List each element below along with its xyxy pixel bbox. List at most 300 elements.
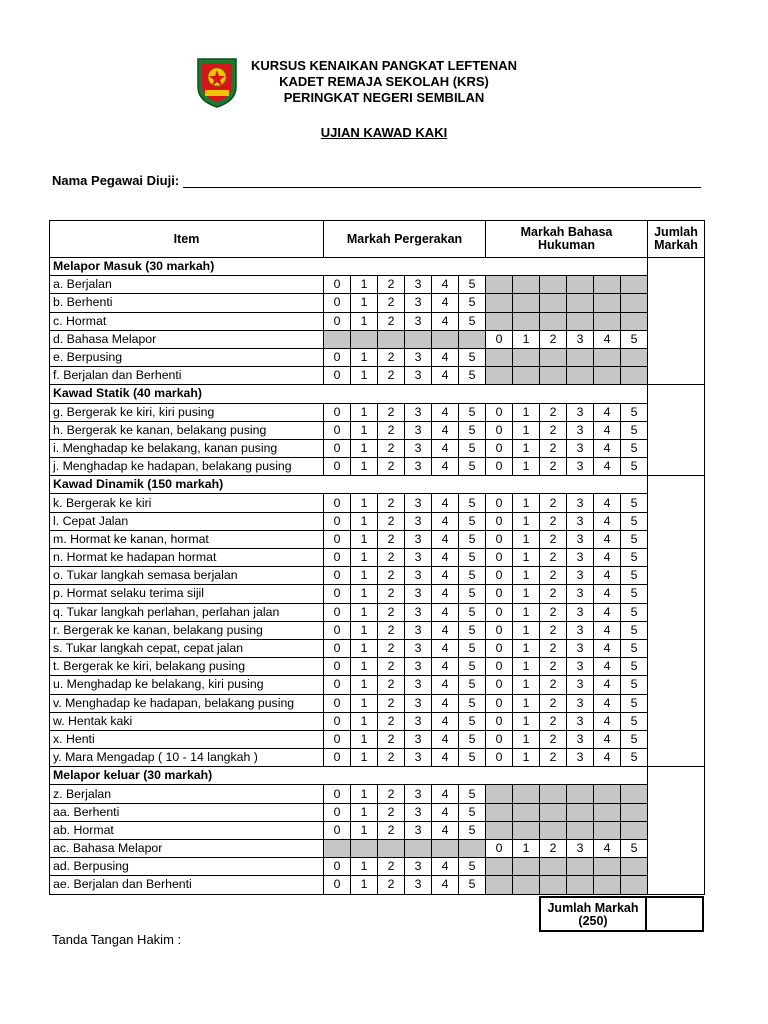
movement-score-option[interactable]: 1 [351,639,378,657]
command-score-option[interactable]: 3 [567,494,594,512]
command-score-option[interactable]: 2 [540,549,567,567]
movement-score-option[interactable]: 4 [432,530,459,548]
movement-score-option[interactable]: 5 [459,785,486,803]
command-score-option[interactable]: 4 [594,749,621,767]
movement-score-option[interactable]: 1 [351,821,378,839]
command-score-option[interactable]: 3 [567,439,594,457]
command-score-option[interactable]: 1 [513,512,540,530]
movement-score-option[interactable]: 3 [405,730,432,748]
command-score-option[interactable]: 5 [621,458,648,476]
movement-score-option[interactable]: 0 [324,658,351,676]
command-score-option[interactable]: 5 [621,421,648,439]
command-score-option[interactable]: 5 [621,603,648,621]
command-score-option[interactable]: 1 [513,330,540,348]
movement-score-option[interactable]: 5 [459,694,486,712]
command-score-option[interactable]: 4 [594,494,621,512]
command-score-option[interactable]: 2 [540,421,567,439]
command-score-option[interactable]: 3 [567,567,594,585]
movement-score-option[interactable]: 0 [324,403,351,421]
command-score-option[interactable]: 3 [567,840,594,858]
command-score-option[interactable]: 2 [540,494,567,512]
movement-score-option[interactable]: 5 [459,712,486,730]
section-total-cell[interactable] [648,258,705,385]
movement-score-option[interactable]: 3 [405,549,432,567]
movement-score-option[interactable]: 2 [378,403,405,421]
movement-score-option[interactable]: 0 [324,276,351,294]
command-score-option[interactable]: 1 [513,603,540,621]
movement-score-option[interactable]: 5 [459,348,486,366]
command-score-option[interactable]: 1 [513,712,540,730]
movement-score-option[interactable]: 1 [351,421,378,439]
movement-score-option[interactable]: 4 [432,403,459,421]
movement-score-option[interactable]: 1 [351,749,378,767]
command-score-option[interactable]: 2 [540,567,567,585]
command-score-option[interactable]: 1 [513,494,540,512]
movement-score-option[interactable]: 0 [324,730,351,748]
command-score-option[interactable]: 3 [567,585,594,603]
movement-score-option[interactable]: 3 [405,621,432,639]
movement-score-option[interactable]: 3 [405,694,432,712]
command-score-option[interactable]: 4 [594,512,621,530]
command-score-option[interactable]: 5 [621,567,648,585]
movement-score-option[interactable]: 0 [324,639,351,657]
command-score-option[interactable]: 0 [486,749,513,767]
movement-score-option[interactable]: 5 [459,439,486,457]
command-score-option[interactable]: 5 [621,403,648,421]
movement-score-option[interactable]: 4 [432,549,459,567]
movement-score-option[interactable]: 2 [378,348,405,366]
command-score-option[interactable]: 0 [486,658,513,676]
command-score-option[interactable]: 0 [486,421,513,439]
movement-score-option[interactable]: 3 [405,603,432,621]
movement-score-option[interactable]: 3 [405,821,432,839]
movement-score-option[interactable]: 4 [432,639,459,657]
movement-score-option[interactable]: 0 [324,421,351,439]
movement-score-option[interactable]: 0 [324,549,351,567]
movement-score-option[interactable]: 0 [324,530,351,548]
movement-score-option[interactable]: 0 [324,603,351,621]
movement-score-option[interactable]: 4 [432,603,459,621]
movement-score-option[interactable]: 1 [351,858,378,876]
movement-score-option[interactable]: 3 [405,658,432,676]
command-score-option[interactable]: 2 [540,403,567,421]
command-score-option[interactable]: 0 [486,403,513,421]
movement-score-option[interactable]: 1 [351,567,378,585]
command-score-option[interactable]: 4 [594,621,621,639]
movement-score-option[interactable]: 2 [378,749,405,767]
movement-score-option[interactable]: 5 [459,676,486,694]
command-score-option[interactable]: 2 [540,458,567,476]
movement-score-option[interactable]: 4 [432,712,459,730]
movement-score-option[interactable]: 5 [459,276,486,294]
movement-score-option[interactable]: 1 [351,676,378,694]
movement-score-option[interactable]: 2 [378,312,405,330]
movement-score-option[interactable]: 1 [351,458,378,476]
movement-score-option[interactable]: 0 [324,694,351,712]
section-total-cell[interactable] [648,476,705,767]
command-score-option[interactable]: 1 [513,676,540,694]
movement-score-option[interactable]: 3 [405,712,432,730]
command-score-option[interactable]: 1 [513,403,540,421]
command-score-option[interactable]: 3 [567,530,594,548]
command-score-option[interactable]: 0 [486,712,513,730]
movement-score-option[interactable]: 5 [459,730,486,748]
movement-score-option[interactable]: 3 [405,458,432,476]
movement-score-option[interactable]: 5 [459,658,486,676]
movement-score-option[interactable]: 2 [378,421,405,439]
command-score-option[interactable]: 0 [486,694,513,712]
movement-score-option[interactable]: 1 [351,585,378,603]
command-score-option[interactable]: 3 [567,621,594,639]
command-score-option[interactable]: 0 [486,530,513,548]
movement-score-option[interactable]: 3 [405,403,432,421]
command-score-option[interactable]: 0 [486,621,513,639]
movement-score-option[interactable]: 4 [432,294,459,312]
movement-score-option[interactable]: 1 [351,803,378,821]
movement-score-option[interactable]: 4 [432,494,459,512]
movement-score-option[interactable]: 4 [432,876,459,894]
movement-score-option[interactable]: 2 [378,876,405,894]
movement-score-option[interactable]: 2 [378,439,405,457]
movement-score-option[interactable]: 2 [378,712,405,730]
command-score-option[interactable]: 2 [540,840,567,858]
command-score-option[interactable]: 0 [486,512,513,530]
command-score-option[interactable]: 2 [540,694,567,712]
command-score-option[interactable]: 4 [594,730,621,748]
command-score-option[interactable]: 3 [567,458,594,476]
movement-score-option[interactable]: 3 [405,494,432,512]
examinee-name-field[interactable] [183,187,701,188]
movement-score-option[interactable]: 0 [324,712,351,730]
command-score-option[interactable]: 2 [540,621,567,639]
movement-score-option[interactable]: 5 [459,621,486,639]
movement-score-option[interactable]: 1 [351,785,378,803]
movement-score-option[interactable]: 2 [378,367,405,385]
movement-score-option[interactable]: 4 [432,821,459,839]
movement-score-option[interactable]: 5 [459,567,486,585]
command-score-option[interactable]: 2 [540,603,567,621]
command-score-option[interactable]: 0 [486,439,513,457]
movement-score-option[interactable]: 5 [459,749,486,767]
movement-score-option[interactable]: 4 [432,439,459,457]
movement-score-option[interactable]: 3 [405,421,432,439]
movement-score-option[interactable]: 0 [324,367,351,385]
movement-score-option[interactable]: 2 [378,639,405,657]
movement-score-option[interactable]: 3 [405,585,432,603]
movement-score-option[interactable]: 3 [405,348,432,366]
movement-score-option[interactable]: 2 [378,821,405,839]
movement-score-option[interactable]: 0 [324,803,351,821]
command-score-option[interactable]: 5 [621,621,648,639]
command-score-option[interactable]: 0 [486,603,513,621]
command-score-option[interactable]: 4 [594,658,621,676]
movement-score-option[interactable]: 4 [432,621,459,639]
movement-score-option[interactable]: 2 [378,730,405,748]
command-score-option[interactable]: 0 [486,567,513,585]
movement-score-option[interactable]: 4 [432,749,459,767]
command-score-option[interactable]: 5 [621,330,648,348]
command-score-option[interactable]: 4 [594,403,621,421]
command-score-option[interactable]: 0 [486,585,513,603]
command-score-option[interactable]: 5 [621,494,648,512]
movement-score-option[interactable]: 0 [324,876,351,894]
movement-score-option[interactable]: 0 [324,567,351,585]
command-score-option[interactable]: 5 [621,530,648,548]
command-score-option[interactable]: 1 [513,639,540,657]
command-score-option[interactable]: 4 [594,421,621,439]
movement-score-option[interactable]: 1 [351,694,378,712]
movement-score-option[interactable]: 1 [351,403,378,421]
command-score-option[interactable]: 2 [540,676,567,694]
movement-score-option[interactable]: 2 [378,512,405,530]
command-score-option[interactable]: 5 [621,749,648,767]
command-score-option[interactable]: 2 [540,585,567,603]
command-score-option[interactable]: 2 [540,749,567,767]
movement-score-option[interactable]: 0 [324,676,351,694]
command-score-option[interactable]: 5 [621,694,648,712]
command-score-option[interactable]: 1 [513,458,540,476]
command-score-option[interactable]: 1 [513,530,540,548]
movement-score-option[interactable]: 3 [405,512,432,530]
movement-score-option[interactable]: 1 [351,348,378,366]
command-score-option[interactable]: 1 [513,730,540,748]
movement-score-option[interactable]: 5 [459,639,486,657]
movement-score-option[interactable]: 4 [432,276,459,294]
command-score-option[interactable]: 3 [567,549,594,567]
movement-score-option[interactable]: 2 [378,276,405,294]
section-total-cell[interactable] [648,385,705,476]
movement-score-option[interactable]: 2 [378,567,405,585]
movement-score-option[interactable]: 1 [351,549,378,567]
command-score-option[interactable]: 3 [567,403,594,421]
movement-score-option[interactable]: 2 [378,694,405,712]
movement-score-option[interactable]: 4 [432,676,459,694]
movement-score-option[interactable]: 2 [378,530,405,548]
command-score-option[interactable]: 2 [540,658,567,676]
movement-score-option[interactable]: 1 [351,494,378,512]
command-score-option[interactable]: 0 [486,840,513,858]
movement-score-option[interactable]: 1 [351,530,378,548]
movement-score-option[interactable]: 3 [405,749,432,767]
movement-score-option[interactable]: 2 [378,785,405,803]
command-score-option[interactable]: 2 [540,730,567,748]
movement-score-option[interactable]: 5 [459,312,486,330]
movement-score-option[interactable]: 0 [324,312,351,330]
movement-score-option[interactable]: 5 [459,585,486,603]
command-score-option[interactable]: 3 [567,330,594,348]
movement-score-option[interactable]: 2 [378,603,405,621]
movement-score-option[interactable]: 0 [324,858,351,876]
movement-score-option[interactable]: 0 [324,785,351,803]
movement-score-option[interactable]: 3 [405,530,432,548]
command-score-option[interactable]: 5 [621,658,648,676]
grand-total-value-cell[interactable] [647,896,704,932]
movement-score-option[interactable]: 4 [432,585,459,603]
movement-score-option[interactable]: 5 [459,821,486,839]
movement-score-option[interactable]: 2 [378,621,405,639]
movement-score-option[interactable]: 3 [405,312,432,330]
movement-score-option[interactable]: 0 [324,494,351,512]
movement-score-option[interactable]: 1 [351,367,378,385]
command-score-option[interactable]: 5 [621,840,648,858]
movement-score-option[interactable]: 0 [324,458,351,476]
command-score-option[interactable]: 0 [486,494,513,512]
command-score-option[interactable]: 0 [486,330,513,348]
movement-score-option[interactable]: 1 [351,621,378,639]
command-score-option[interactable]: 4 [594,330,621,348]
movement-score-option[interactable]: 2 [378,585,405,603]
movement-score-option[interactable]: 5 [459,367,486,385]
command-score-option[interactable]: 5 [621,676,648,694]
command-score-option[interactable]: 1 [513,621,540,639]
movement-score-option[interactable]: 4 [432,458,459,476]
command-score-option[interactable]: 3 [567,694,594,712]
movement-score-option[interactable]: 3 [405,676,432,694]
movement-score-option[interactable]: 4 [432,658,459,676]
movement-score-option[interactable]: 0 [324,585,351,603]
movement-score-option[interactable]: 3 [405,639,432,657]
movement-score-option[interactable]: 3 [405,276,432,294]
command-score-option[interactable]: 3 [567,421,594,439]
command-score-option[interactable]: 4 [594,458,621,476]
command-score-option[interactable]: 4 [594,676,621,694]
movement-score-option[interactable]: 0 [324,439,351,457]
movement-score-option[interactable]: 1 [351,276,378,294]
movement-score-option[interactable]: 4 [432,312,459,330]
movement-score-option[interactable]: 2 [378,803,405,821]
command-score-option[interactable]: 2 [540,330,567,348]
movement-score-option[interactable]: 0 [324,621,351,639]
movement-score-option[interactable]: 2 [378,658,405,676]
command-score-option[interactable]: 5 [621,585,648,603]
command-score-option[interactable]: 3 [567,658,594,676]
movement-score-option[interactable]: 3 [405,439,432,457]
movement-score-option[interactable]: 1 [351,439,378,457]
movement-score-option[interactable]: 1 [351,312,378,330]
movement-score-option[interactable]: 4 [432,785,459,803]
command-score-option[interactable]: 3 [567,676,594,694]
command-score-option[interactable]: 4 [594,840,621,858]
command-score-option[interactable]: 5 [621,639,648,657]
command-score-option[interactable]: 5 [621,512,648,530]
movement-score-option[interactable]: 5 [459,530,486,548]
movement-score-option[interactable]: 0 [324,512,351,530]
movement-score-option[interactable]: 5 [459,421,486,439]
movement-score-option[interactable]: 5 [459,803,486,821]
command-score-option[interactable]: 3 [567,749,594,767]
command-score-option[interactable]: 3 [567,712,594,730]
movement-score-option[interactable]: 2 [378,294,405,312]
movement-score-option[interactable]: 1 [351,603,378,621]
movement-score-option[interactable]: 5 [459,494,486,512]
command-score-option[interactable]: 0 [486,458,513,476]
movement-score-option[interactable]: 1 [351,712,378,730]
movement-score-option[interactable]: 2 [378,676,405,694]
movement-score-option[interactable]: 1 [351,512,378,530]
command-score-option[interactable]: 4 [594,639,621,657]
movement-score-option[interactable]: 5 [459,549,486,567]
command-score-option[interactable]: 2 [540,530,567,548]
movement-score-option[interactable]: 2 [378,858,405,876]
movement-score-option[interactable]: 3 [405,785,432,803]
movement-score-option[interactable]: 5 [459,876,486,894]
command-score-option[interactable]: 4 [594,694,621,712]
command-score-option[interactable]: 3 [567,512,594,530]
command-score-option[interactable]: 4 [594,439,621,457]
movement-score-option[interactable]: 1 [351,658,378,676]
movement-score-option[interactable]: 4 [432,367,459,385]
command-score-option[interactable]: 1 [513,658,540,676]
command-score-option[interactable]: 2 [540,512,567,530]
command-score-option[interactable]: 4 [594,603,621,621]
command-score-option[interactable]: 4 [594,585,621,603]
movement-score-option[interactable]: 0 [324,348,351,366]
movement-score-option[interactable]: 4 [432,730,459,748]
command-score-option[interactable]: 3 [567,730,594,748]
command-score-option[interactable]: 1 [513,694,540,712]
movement-score-option[interactable]: 2 [378,458,405,476]
command-score-option[interactable]: 5 [621,712,648,730]
command-score-option[interactable]: 2 [540,712,567,730]
command-score-option[interactable]: 1 [513,421,540,439]
command-score-option[interactable]: 4 [594,530,621,548]
command-score-option[interactable]: 3 [567,639,594,657]
movement-score-option[interactable]: 5 [459,858,486,876]
command-score-option[interactable]: 5 [621,439,648,457]
movement-score-option[interactable]: 4 [432,512,459,530]
movement-score-option[interactable]: 5 [459,603,486,621]
movement-score-option[interactable]: 3 [405,803,432,821]
movement-score-option[interactable]: 4 [432,348,459,366]
movement-score-option[interactable]: 4 [432,858,459,876]
command-score-option[interactable]: 1 [513,585,540,603]
movement-score-option[interactable]: 3 [405,294,432,312]
command-score-option[interactable]: 5 [621,549,648,567]
movement-score-option[interactable]: 3 [405,876,432,894]
command-score-option[interactable]: 1 [513,840,540,858]
command-score-option[interactable]: 0 [486,639,513,657]
movement-score-option[interactable]: 4 [432,694,459,712]
movement-score-option[interactable]: 4 [432,421,459,439]
movement-score-option[interactable]: 1 [351,876,378,894]
movement-score-option[interactable]: 2 [378,494,405,512]
movement-score-option[interactable]: 4 [432,567,459,585]
movement-score-option[interactable]: 0 [324,294,351,312]
command-score-option[interactable]: 2 [540,639,567,657]
command-score-option[interactable]: 4 [594,712,621,730]
movement-score-option[interactable]: 5 [459,294,486,312]
command-score-option[interactable]: 1 [513,567,540,585]
command-score-option[interactable]: 2 [540,439,567,457]
section-total-cell[interactable] [648,767,705,894]
command-score-option[interactable]: 3 [567,603,594,621]
command-score-option[interactable]: 1 [513,549,540,567]
movement-score-option[interactable]: 3 [405,567,432,585]
movement-score-option[interactable]: 5 [459,458,486,476]
command-score-option[interactable]: 4 [594,549,621,567]
command-score-option[interactable]: 0 [486,549,513,567]
movement-score-option[interactable]: 2 [378,549,405,567]
movement-score-option[interactable]: 5 [459,512,486,530]
movement-score-option[interactable]: 1 [351,730,378,748]
command-score-option[interactable]: 1 [513,749,540,767]
movement-score-option[interactable]: 4 [432,803,459,821]
command-score-option[interactable]: 5 [621,730,648,748]
movement-score-option[interactable]: 3 [405,367,432,385]
movement-score-option[interactable]: 0 [324,749,351,767]
movement-score-option[interactable]: 1 [351,294,378,312]
command-score-option[interactable]: 1 [513,439,540,457]
